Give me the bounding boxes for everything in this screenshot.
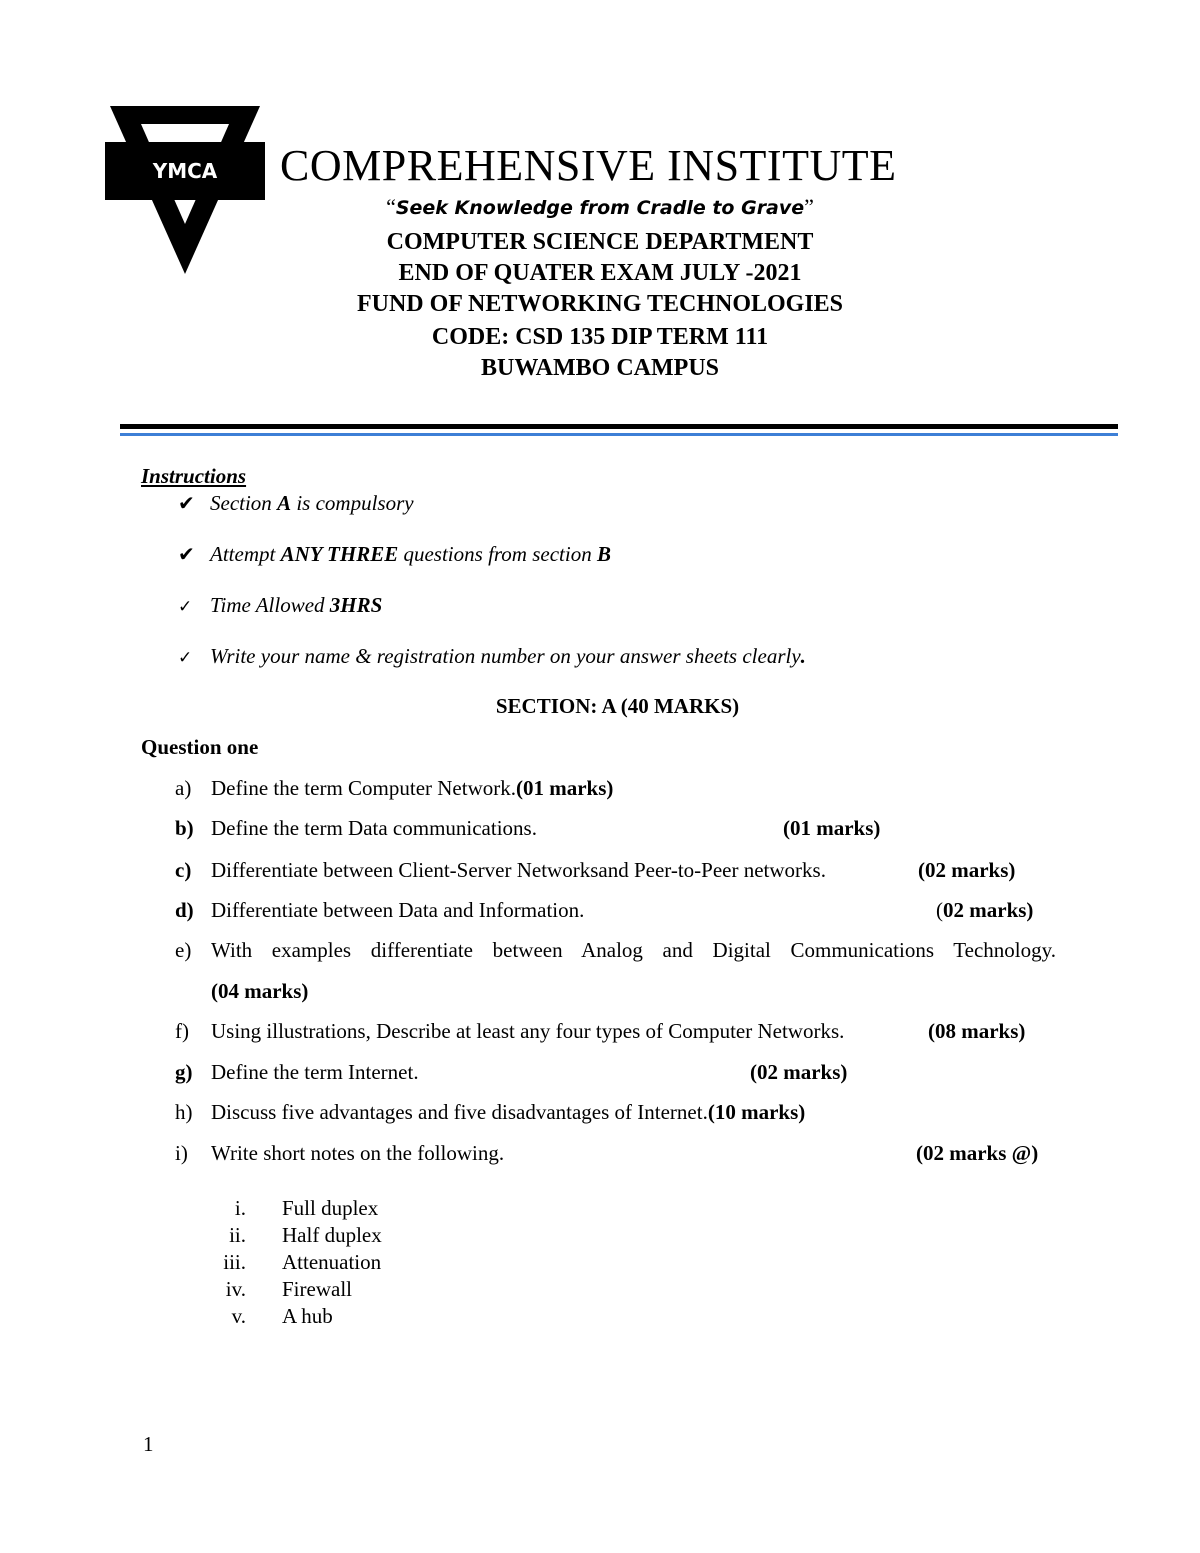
instruction-text: Write your name & registration number on your answer sheets clearly <box>210 644 801 668</box>
question-marks: (04 marks) <box>211 979 309 1003</box>
institute-name: COMPREHENSIVE INSTITUTE <box>280 141 897 190</box>
logo-text: YMCA <box>152 159 218 183</box>
subitem-number: i. <box>234 1196 246 1220</box>
question-marks: (02 marks @) <box>916 1141 1039 1165</box>
subitem-number: iv. <box>225 1277 246 1301</box>
question-text <box>211 775 613 801</box>
marks-paren: ( <box>936 898 943 922</box>
campus-line: BUWAMBO CAMPUS <box>481 355 719 381</box>
question-body: Discuss five advantages and five disadvantages of Internet. <box>211 1100 708 1124</box>
instruction-text: questions from section <box>398 542 597 566</box>
checkmark-icon: ✓ <box>178 597 193 617</box>
question-text <box>211 1099 805 1125</box>
checkmark-icon: ✔ <box>178 542 195 566</box>
instruction-emphasis: ANY THREE <box>280 542 399 566</box>
question-label: e) <box>175 938 192 962</box>
question-label: c) <box>175 858 192 882</box>
motto <box>0 194 1200 220</box>
question-marks: (08 marks) <box>928 1019 1026 1043</box>
instructions-heading: Instructions <box>141 464 247 488</box>
exam-line: END OF QUATER EXAM JULY -2021 <box>398 260 802 286</box>
question-text: With examples differentiate between Analog and Digital Communications Technology. <box>211 938 1056 962</box>
instruction-text: is compulsory <box>291 491 414 515</box>
checkmark-icon: ✔ <box>178 491 195 515</box>
question-label: f) <box>175 1019 189 1043</box>
instruction-text: Section <box>210 491 278 515</box>
subitem-text: Attenuation <box>282 1250 382 1274</box>
instruction-emphasis: B <box>596 542 611 566</box>
question-text: Differentiate between Data and Information. <box>211 898 585 922</box>
question-text: Write short notes on the following. <box>211 1141 505 1165</box>
question-marks: (02 marks) <box>918 858 1016 882</box>
header-rule-accent <box>120 433 1118 436</box>
question-label: b) <box>175 816 194 840</box>
section-a-title: SECTION: A (40 MARKS) <box>495 694 740 718</box>
subitem-number: ii. <box>229 1223 246 1247</box>
instruction-text: Attempt <box>210 542 281 566</box>
course-line: FUND OF NETWORKING TECHNOLOGIES <box>356 291 844 317</box>
instruction-item <box>178 593 382 618</box>
question-marks: (02 marks) <box>750 1060 848 1084</box>
instruction-item <box>178 644 806 669</box>
question-text: Define the term Data communications. <box>211 816 537 840</box>
question-marks: (01 marks) <box>516 776 614 800</box>
header-rule <box>120 424 1118 429</box>
instruction-emphasis: 3HRS <box>329 593 383 617</box>
question-marks: (01 marks) <box>783 816 881 840</box>
marks-value: 02 marks) <box>943 898 1034 922</box>
department-line: COMPUTER SCIENCE DEPARTMENT <box>386 229 814 255</box>
instruction-item <box>178 542 611 567</box>
question-title: Question one <box>141 735 259 759</box>
motto-open-quote: “ <box>386 194 396 219</box>
question-text: Differentiate between Client-Server Networksand Peer-to-Peer networks. <box>211 858 826 882</box>
checkmark-icon: ✓ <box>178 648 193 668</box>
question-label: h) <box>175 1100 193 1124</box>
instruction-emphasis: A <box>277 491 292 515</box>
question-body: Define the term Computer Network. <box>211 776 516 800</box>
question-label: i) <box>175 1141 188 1165</box>
subitem-number: v. <box>231 1304 246 1328</box>
instruction-item <box>178 491 414 516</box>
question-label: g) <box>175 1060 193 1084</box>
question-text: Define the term Internet. <box>211 1060 419 1084</box>
subitem-text: Firewall <box>282 1277 352 1301</box>
code-line: CODE: CSD 135 DIP TERM 111 <box>431 324 769 350</box>
question-marks: (10 marks) <box>707 1100 806 1124</box>
question-label: d) <box>175 898 194 922</box>
motto-close-quote: ” <box>804 194 814 219</box>
question-marks <box>936 897 1033 923</box>
instruction-emphasis: . <box>800 644 806 668</box>
subitem-text: Full duplex <box>282 1196 379 1220</box>
subitem-text: A hub <box>282 1304 333 1328</box>
subitem-text: Half duplex <box>282 1223 382 1247</box>
question-text: Using illustrations, Describe at least any four types of Computer Networks. <box>211 1019 845 1043</box>
subitem-number: iii. <box>223 1250 246 1274</box>
question-label: a) <box>175 776 192 800</box>
motto-text: Seek Knowledge from Cradle to Grave <box>395 197 805 219</box>
instruction-text: Time Allowed <box>210 593 330 617</box>
page-number: 1 <box>143 1432 154 1456</box>
